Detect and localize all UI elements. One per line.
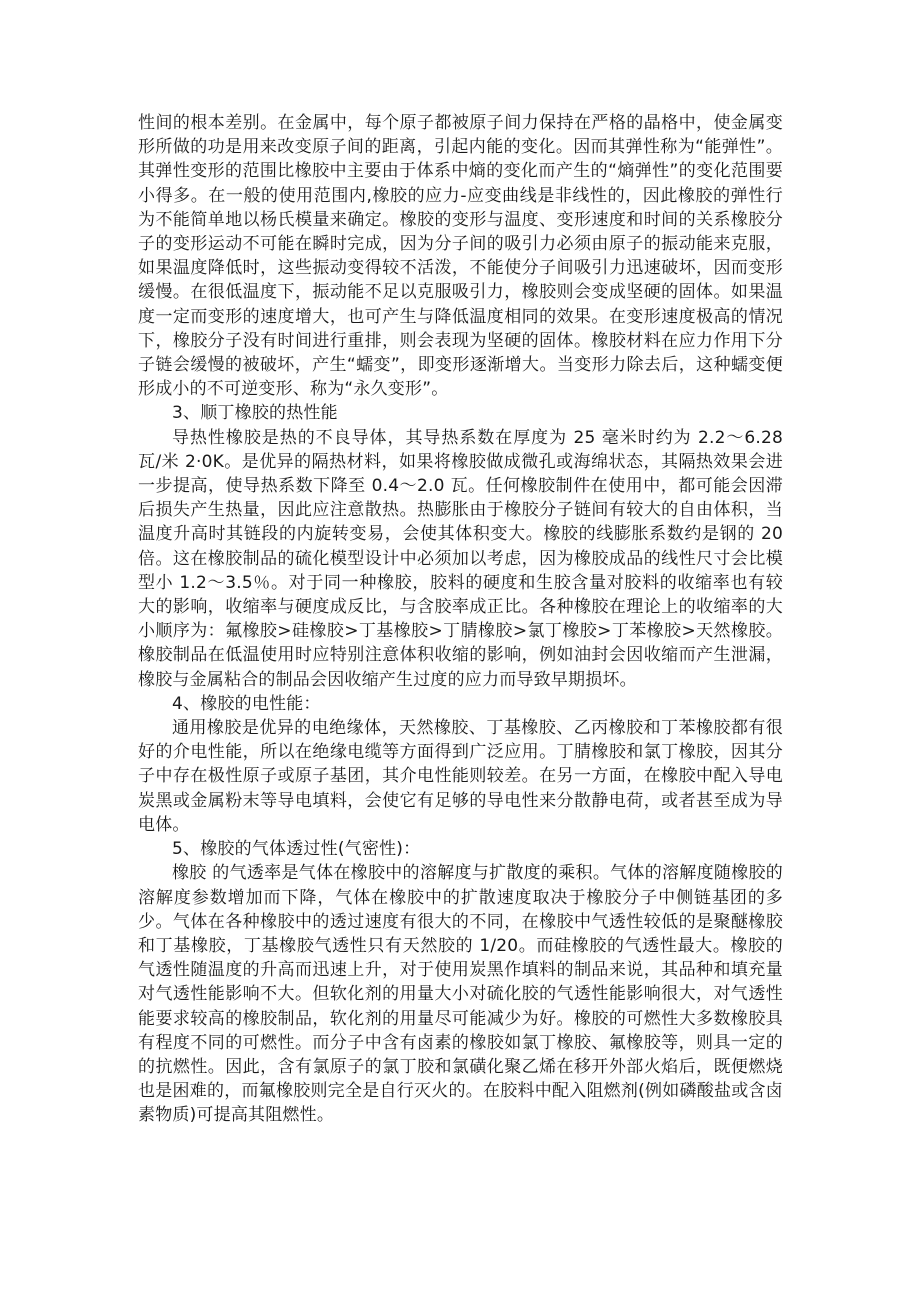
section-heading-electrical: 4、橡胶的电性能： [172,693,321,714]
section-heading-gas-permeability: 5、橡胶的气体透过性(气密性)： [172,839,421,860]
paragraph-electrical: 通用橡胶是优异的电绝缘体，天然橡胶、丁基橡胶、乙丙橡胶和丁苯橡胶都有很好的介电性能，所以在绝缘电缆等方面得到广泛应用。丁腈橡胶和氯丁橡胶，因其分子中存在极性原子或原子基团，其介电性能则较差。在另一方面，在橡胶中配入导电炭黑或金属粉末等导电填料，会使它有足够的导电性来分散静电荷，或者甚至成为导电体。 [138,718,783,835]
paragraph-elasticity: 性间的根本差别。在金属中，每个原子都被原子间力保持在严格的晶格中，使金属变形所做的功是用来改变原子间的距离，引起内能的变化。因而其弹性称为“能弹性”。其弹性变形的范围比橡胶中主要由于体系中熵的变化而产生的“熵弹性”的变化范围要小得多。在一般的使用范围内,橡胶的应力-应变曲线是非线性的，因此橡胶的弹性行为不能简单地以杨氏模量来确定。橡胶的变形与温度、变形速度和时间的关系橡胶分子的变形运动不可能在瞬时完成，因为分子间的吸引力必须由原子的振动能来克服，如果温度降低时，这些振动变得较不活泼，不能使分子间吸引力迅速破坏，因而变形缓慢。在很低温度下，振动能不足以克服吸引力，橡胶则会变成坚硬的固体。如果温度一定而变形的速度增大，也可产生与降低温度相同的效果。在变形速度极高的情况下，橡胶分子没有时间进行重排，则会表现为坚硬的固体。橡胶材料在应力作用下分子链会缓慢的被破坏，产生“蠕变”，即变形逐渐增大。当变形力除去后，这种蠕变便形成小的不可逆变形、称为“永久变形”。 [138,113,783,400]
paragraph-thermal: 导热性橡胶是热的不良导体，其导热系数在厚度为 25 毫米时约为 2.2～6.28 瓦/米 2·0K。是优异的隔热材料，如果将橡胶做成微孔或海绵状态，其隔热效果会进一步提高，使导热系数下降至 0.4～2.0 瓦。任何橡胶制件在使用中，都可能会因滞后损失产生热量，因此应注意散热。热膨胀由于橡胶分子链间有较大的自由体积，当温度升高时其链段的内旋转变易，会使其体积变大。橡胶的线膨胀系数约是钢的 20 倍。这在橡胶制品的硫化模型设计中必须加以考虑，因为橡胶成品的线性尺寸会比模型小 1.2～3.5％。对于同一种橡胶，胶料的硬度和生胶含量对胶料的收缩率也有较大的影响，收缩率与硬度成反比，与含胶率成正比。各种橡胶在理论上的收缩率的大小顺序为：氟橡胶>硅橡胶>丁基橡胶>丁腈橡胶>氯丁橡胶>丁苯橡胶>天然橡胶。 橡胶制品在低温使用时应特别注意体积收缩的影响，例如油封会因收缩而产生泄漏，橡胶与金属粘合的制品会因收缩产生过度的应力而导致早期损坏。 [138,427,783,690]
section-heading-thermal: 3、顺丁橡胶的热性能 [172,403,338,424]
paragraph-gas-permeability: 橡胶 的气透率是气体在橡胶中的溶解度与扩散度的乘积。气体的溶解度随橡胶的溶解度参数增加而下降，气体在橡胶中的扩散速度取决于橡胶分子中侧链基团的多少。气体在各种橡胶中的透过速度有很大的不同，在橡胶中气透性较低的是聚醚橡胶和丁基橡胶，丁基橡胶气透性只有天然胶的 1/20。而硅橡胶的气透性最大。橡胶的气透性随温度的升高而迅速上升，对于使用炭黑作填料的制品来说，其品种和填充量对气透性能影响不大。但软化剂的用量大小对硫化胶的气透性能影响很大，对气透性能要求较高的橡胶制品，软化剂的用量尽可能减少为好。橡胶的可燃性大多数橡胶具有程度不同的可燃性。而分子中含有卤素的橡胶如氯丁橡胶、氟橡胶等，则具一定的的抗燃性。因此，含有氯原子的氯丁胶和氯磺化聚乙烯在移开外部火焰后，既便燃烧也是困难的，而氟橡胶则完全是自行灭火的。在胶料中配入阻燃剂(例如磷酸盐或含卤素物质)可提高其阻燃性。 [138,863,783,1126]
document-body [138,111,783,1128]
